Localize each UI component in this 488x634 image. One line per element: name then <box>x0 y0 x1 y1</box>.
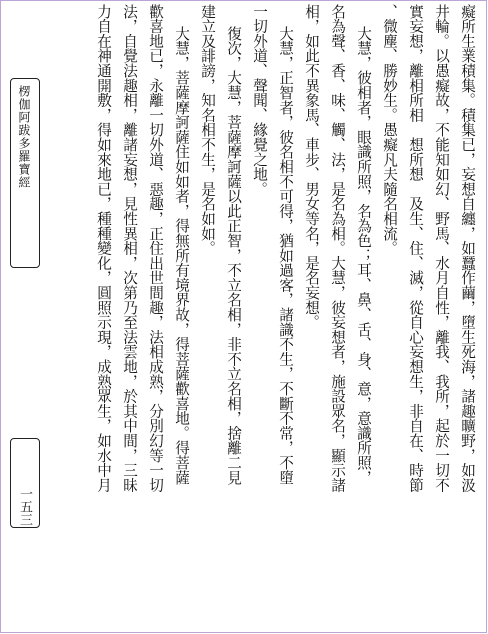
sutra-title-tab <box>10 78 40 268</box>
text-column: 實妄想，離相所相 想所想 及生、住、滅，從自心妄想生，非自在、時節 <box>407 4 424 493</box>
text-column: 井輪。以愚癡故，不能知如幻、野馬、水月自性，離我、我所，起於一切不 <box>433 4 450 493</box>
text-column: 癡所生業積集。積集已，妄想自纏，如蠶作繭，墮生死海，諸趣曠野，如汲 <box>459 4 476 493</box>
text-column: 力自在神通開敷，得如來地已，種種變化，圓照示現，成熟眾生，如水中月 <box>95 4 112 493</box>
text-column: 復次，大慧，菩薩摩訶薩以此正智，不立名相，非不立名相，捨離二見 <box>225 26 242 485</box>
text-column: 大慧，正智者，彼名相不可得，猶如過客，諸識不生，不斷不常，不墮 <box>277 26 294 485</box>
sutra-title: 楞伽阿跋多羅寶經 <box>17 85 31 189</box>
text-column: 建立及誹謗，知名相不生，是名如如。 <box>199 4 216 256</box>
page-number: 一五三 <box>17 487 32 526</box>
text-column: 相，如此不異象馬、車步、男女等名，是名妄想。 <box>303 4 320 330</box>
sutra-text-block <box>48 4 480 630</box>
text-column: 法，自覺法趣相，離諸妄想，見性異相，次第乃至法雲地，於其中間，三昧 <box>121 4 138 493</box>
text-column: 大慧，彼相者，眼識所照，名為色；耳、鼻、舌、身、意，意識所照， <box>355 26 372 485</box>
page-number-tab <box>10 438 40 528</box>
text-column: 歡喜地已，永離一切外道、惡趣，正住出世間趣，法相成熟，分別幻等一切 <box>147 4 164 493</box>
text-column: 、微塵、勝妙生。愚癡凡夫隨名相流。 <box>381 4 398 256</box>
text-column: 名為聲、香、味、觸、法，是名為相。大慧，彼妄想者，施設眾名，顯示諸 <box>329 4 346 493</box>
text-column: 一切外道、聲聞、緣覺之地。 <box>251 4 268 197</box>
text-column: 大慧，菩薩摩訶薩住如如者，得無所有境界故，得菩薩歡喜地。得菩薩 <box>173 26 190 485</box>
